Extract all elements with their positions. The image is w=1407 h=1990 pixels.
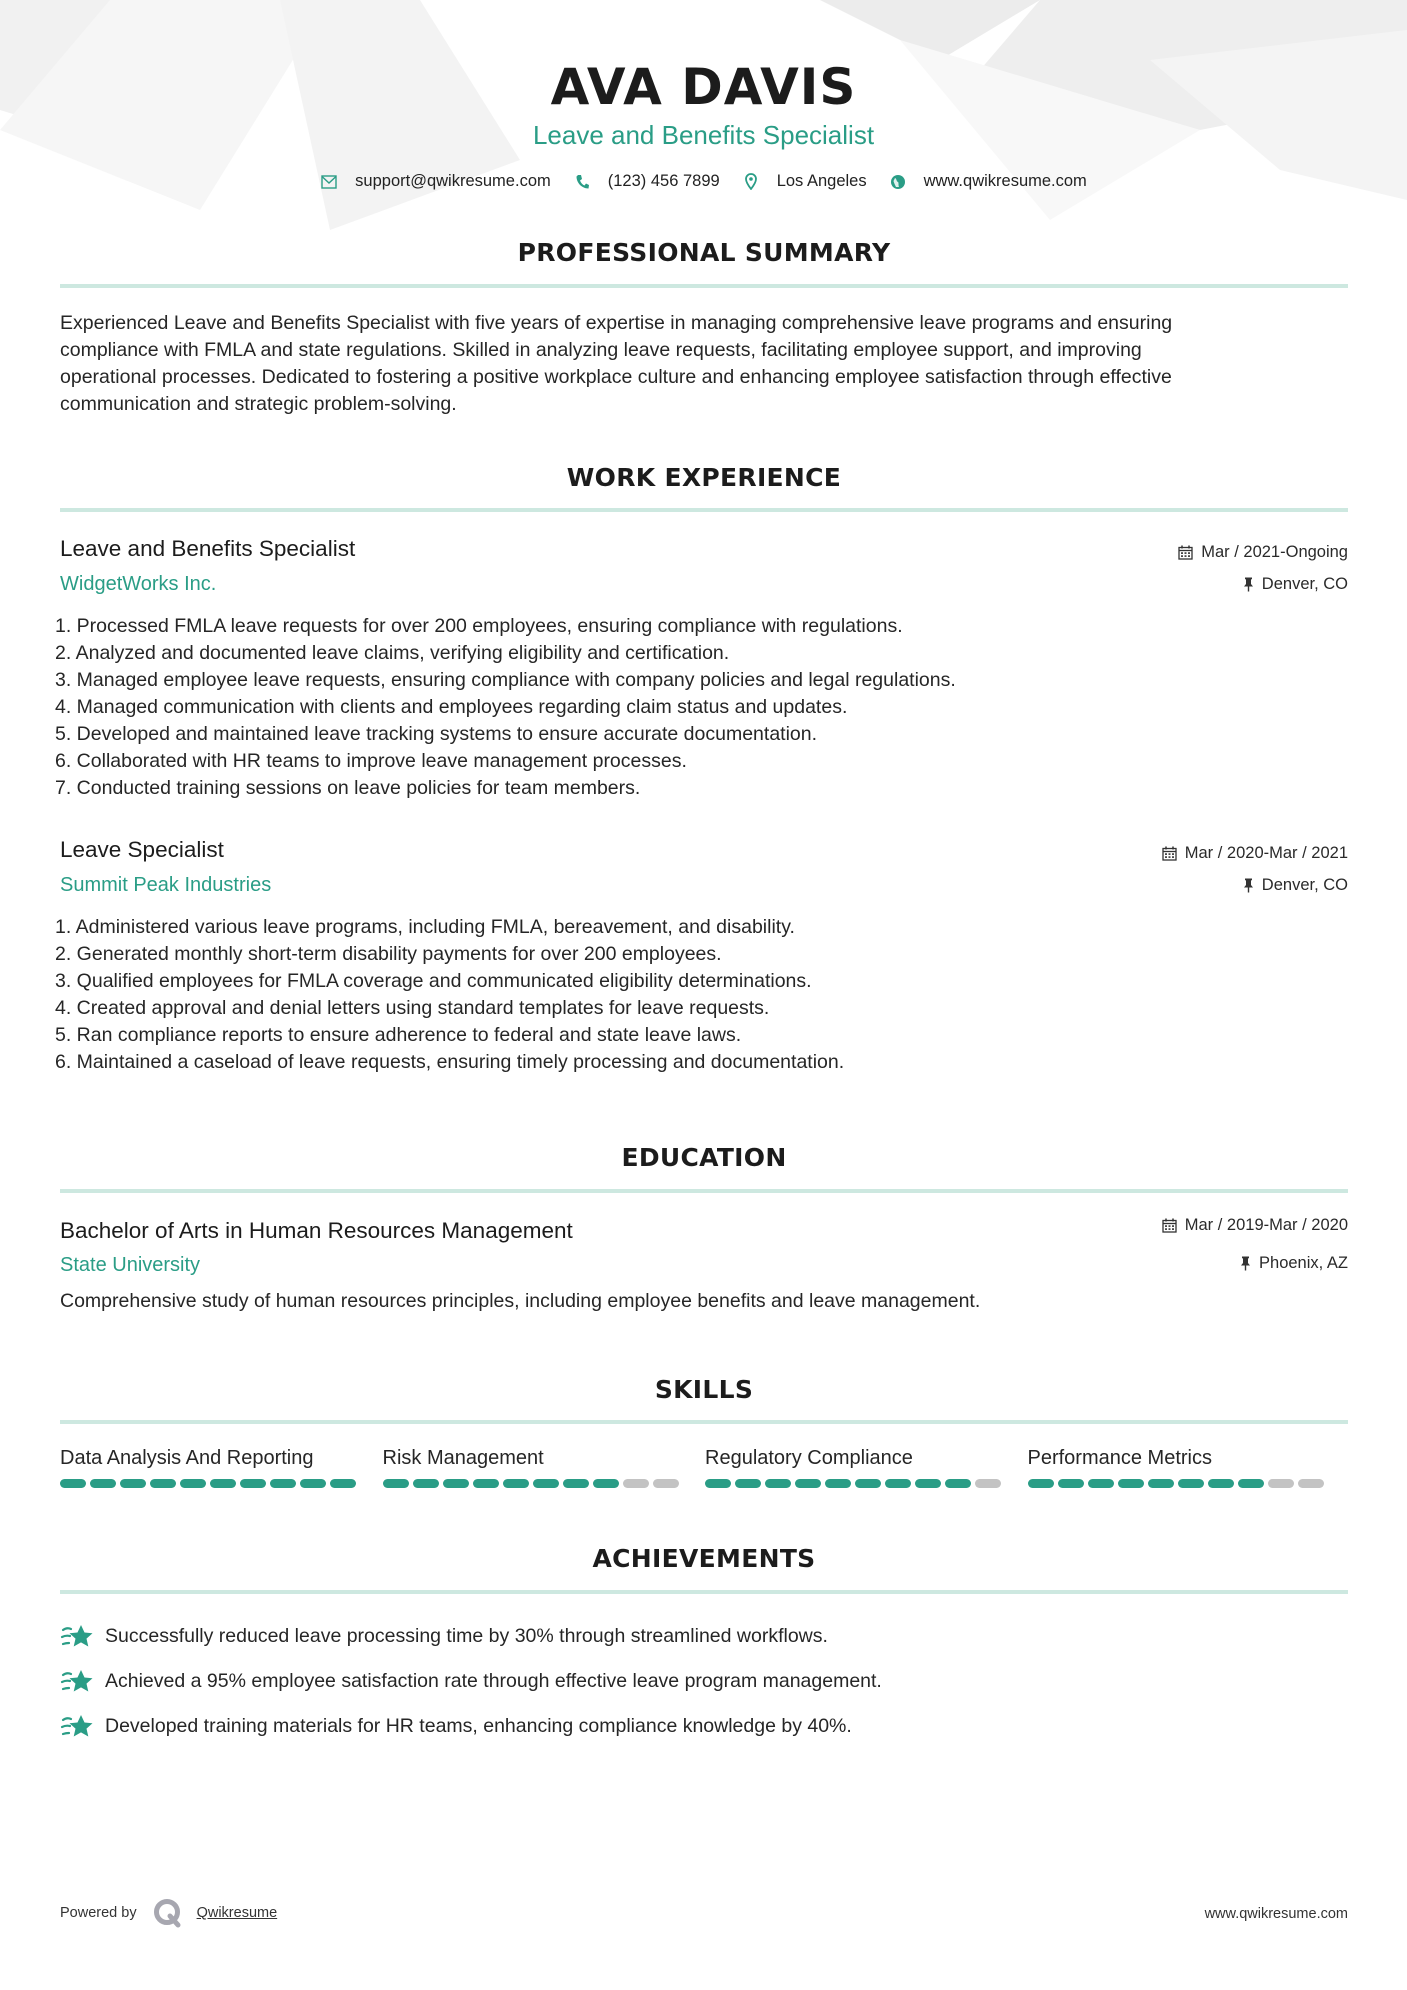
skill-level-segment: [1208, 1479, 1234, 1488]
achievement-text: Achieved a 95% employee satisfaction rate through effective leave program management.: [105, 1670, 882, 1692]
job-title: Leave and Benefits Specialist: [60, 536, 356, 561]
list-item: 6. Collaborated with HR teams to improve leave management processes.: [55, 750, 687, 772]
calendar-icon: [1162, 846, 1177, 861]
footer-powered-by: [60, 1898, 277, 1928]
education-description: Comprehensive study of human resources principles, including employee benefits and leave management.: [60, 1290, 981, 1312]
skill-name: Risk Management: [382, 1447, 544, 1469]
pushpin-icon: [1243, 577, 1254, 592]
skill-level-segment: [383, 1479, 409, 1488]
education-dates-text: Mar / 2019-Mar / 2020: [1184, 1216, 1348, 1234]
achievement-item: [60, 1704, 882, 1749]
education-dates: [1162, 1216, 1348, 1235]
footer-website[interactable]: www.qwikresume.com: [1204, 1906, 1348, 1922]
school-name: State University: [60, 1254, 201, 1276]
skill-level-segment: [1058, 1479, 1084, 1488]
skills-list: [60, 1445, 1350, 1488]
skill-level-segment: [623, 1479, 649, 1488]
candidate-name: AVA DAVIS: [550, 58, 857, 116]
list-item: 3. Managed employee leave requests, ensuring compliance with company policies and legal regulations.: [55, 669, 956, 691]
job-responsibilities: [55, 914, 844, 1076]
section-heading-education: EDUCATION: [621, 1143, 787, 1172]
shooting-star-icon: [60, 1667, 94, 1697]
job-location-text: Denver, CO: [1261, 876, 1348, 894]
skill-level-segment: [1238, 1479, 1264, 1488]
job-dates-text: Mar / 2020-Mar / 2021: [1184, 844, 1348, 862]
calendar-icon: [1178, 545, 1193, 560]
section-divider: [60, 1420, 1348, 1424]
skill-item: [1028, 1445, 1351, 1488]
skill-level-segment: [120, 1479, 146, 1488]
contact-email[interactable]: [320, 172, 551, 191]
achievement-text: Developed training materials for HR teams, enhancing compliance knowledge by 40%.: [105, 1715, 852, 1737]
skill-level-segment: [90, 1479, 116, 1488]
skill-level-segment: [240, 1479, 266, 1488]
section-divider: [60, 1189, 1348, 1193]
qwikresume-logo-icon: [153, 1898, 183, 1928]
list-item: 3. Qualified employees for FMLA coverage and communicated eligibility determinations.: [55, 970, 812, 992]
skill-level-segment: [150, 1479, 176, 1488]
company-name: Summit Peak Industries: [60, 874, 272, 896]
contact-website-text: www.qwikresume.com: [923, 172, 1087, 190]
skill-level-segment: [945, 1479, 971, 1488]
pushpin-icon: [1243, 878, 1254, 893]
list-item: 6. Maintained a caseload of leave requests, ensuring timely processing and documentation.: [55, 1051, 845, 1073]
skill-level-segment: [533, 1479, 559, 1488]
candidate-title: Leave and Benefits Specialist: [532, 120, 875, 150]
skill-item: [705, 1445, 1028, 1488]
skill-level-bar: [1028, 1479, 1351, 1488]
powered-by-label: Powered by: [60, 1905, 137, 1921]
job-location-text: Denver, CO: [1261, 575, 1348, 593]
skill-level-segment: [330, 1479, 356, 1488]
skill-level-segment: [443, 1479, 469, 1488]
skill-level-segment: [653, 1479, 679, 1488]
degree-title: Bachelor of Arts in Human Resources Management: [60, 1218, 573, 1243]
skill-name: Data Analysis And Reporting: [60, 1447, 314, 1469]
skill-level-segment: [885, 1479, 911, 1488]
skill-level-segment: [270, 1479, 296, 1488]
qwikresume-link[interactable]: Qwikresume: [196, 1905, 278, 1921]
skill-item: [60, 1445, 383, 1488]
skill-level-segment: [1178, 1479, 1204, 1488]
calendar-icon: [1162, 1218, 1177, 1233]
skill-level-segment: [855, 1479, 881, 1488]
summary-line: communication and strategic problem-solving.: [60, 393, 457, 415]
skill-level-segment: [1298, 1479, 1324, 1488]
list-item: 1. Processed FMLA leave requests for over 200 employees, ensuring compliance with regulations.: [55, 615, 903, 637]
list-item: 5. Ran compliance reports to ensure adherence to federal and state leave laws.: [55, 1024, 742, 1046]
skill-level-segment: [60, 1479, 86, 1488]
summary-line: Experienced Leave and Benefits Specialist with five years of expertise in managing comprehensive leave programs and ensuring: [60, 312, 1173, 334]
contact-phone[interactable]: [573, 172, 720, 191]
skill-level-segment: [300, 1479, 326, 1488]
professional-summary: [60, 310, 1350, 418]
job-dates-text: Mar / 2021-Ongoing: [1201, 543, 1348, 561]
section-divider: [60, 1590, 1348, 1594]
company-name: WidgetWorks Inc.: [60, 573, 217, 595]
skill-level-segment: [1118, 1479, 1144, 1488]
section-heading-experience: WORK EXPERIENCE: [566, 463, 842, 492]
list-item: 4. Created approval and denial letters using standard templates for leave requests.: [55, 997, 770, 1019]
skill-level-bar: [383, 1479, 706, 1488]
skill-level-segment: [1148, 1479, 1174, 1488]
list-item: 5. Developed and maintained leave tracking systems to ensure accurate documentation.: [55, 723, 818, 745]
education-location: [1240, 1254, 1348, 1273]
education-location-text: Phoenix, AZ: [1259, 1254, 1348, 1272]
skill-level-segment: [180, 1479, 206, 1488]
list-item: 7. Conducted training sessions on leave policies for team members.: [55, 777, 641, 799]
skill-level-segment: [795, 1479, 821, 1488]
list-item: 4. Managed communication with clients and employees regarding claim status and updates.: [55, 696, 848, 718]
section-heading-achievements: ACHIEVEMENTS: [592, 1544, 816, 1573]
skill-level-bar: [60, 1479, 383, 1488]
achievement-item: [60, 1614, 882, 1659]
section-divider: [60, 284, 1348, 288]
job-location: [1243, 876, 1348, 895]
contact-location: [742, 172, 867, 191]
list-item: 2. Generated monthly short-term disability payments for over 200 employees.: [55, 943, 722, 965]
contact-location-text: Los Angeles: [776, 172, 867, 190]
shooting-star-icon: [60, 1712, 94, 1742]
list-item: 2. Analyzed and documented leave claims, verifying eligibility and certification.: [55, 642, 730, 664]
achievements-list: [60, 1614, 882, 1749]
skill-level-segment: [915, 1479, 941, 1488]
skill-level-segment: [1268, 1479, 1294, 1488]
job-dates: [1178, 543, 1348, 562]
contact-website[interactable]: [889, 172, 1087, 191]
section-heading-summary: PROFESSIONAL SUMMARY: [517, 238, 891, 267]
skill-level-bar: [705, 1479, 1028, 1488]
contact-email-text: support@qwikresume.com: [355, 172, 551, 190]
globe-icon: [889, 173, 907, 191]
skill-level-segment: [1028, 1479, 1054, 1488]
skill-level-segment: [735, 1479, 761, 1488]
job-title: Leave Specialist: [60, 837, 224, 862]
shooting-star-icon: [60, 1622, 94, 1652]
skill-level-segment: [593, 1479, 619, 1488]
skill-item: [383, 1445, 706, 1488]
job-responsibilities: [55, 613, 956, 802]
section-divider: [60, 508, 1348, 512]
job-location: [1243, 575, 1348, 594]
job-dates: [1162, 844, 1348, 863]
skill-name: Performance Metrics: [1027, 1447, 1212, 1469]
envelope-icon: [320, 173, 338, 191]
skill-level-segment: [413, 1479, 439, 1488]
section-heading-skills: SKILLS: [654, 1375, 754, 1404]
contact-bar: [0, 172, 1407, 191]
skill-name: Regulatory Compliance: [705, 1447, 913, 1469]
list-item: 1. Administered various leave programs, including FMLA, bereavement, and disability.: [55, 916, 795, 938]
pushpin-icon: [1240, 1256, 1251, 1271]
achievement-item: [60, 1659, 882, 1704]
summary-line: operational processes. Dedicated to fostering a positive workplace culture and enhancing employee satisfaction through effective: [60, 366, 1172, 388]
skill-level-segment: [210, 1479, 236, 1488]
skill-level-segment: [503, 1479, 529, 1488]
summary-line: compliance with FMLA and state regulations. Skilled in analyzing leave requests, facilitating employee support, and improving: [60, 339, 1142, 361]
skill-level-segment: [765, 1479, 791, 1488]
skill-level-segment: [563, 1479, 589, 1488]
skill-level-segment: [825, 1479, 851, 1488]
achievement-text: Successfully reduced leave processing time by 30% through streamlined workflows.: [105, 1625, 828, 1647]
map-pin-icon: [742, 173, 760, 191]
skill-level-segment: [473, 1479, 499, 1488]
skill-level-segment: [1088, 1479, 1114, 1488]
skill-level-segment: [705, 1479, 731, 1488]
phone-icon: [573, 173, 591, 191]
contact-phone-text: (123) 456 7899: [607, 172, 720, 190]
skill-level-segment: [975, 1479, 1001, 1488]
